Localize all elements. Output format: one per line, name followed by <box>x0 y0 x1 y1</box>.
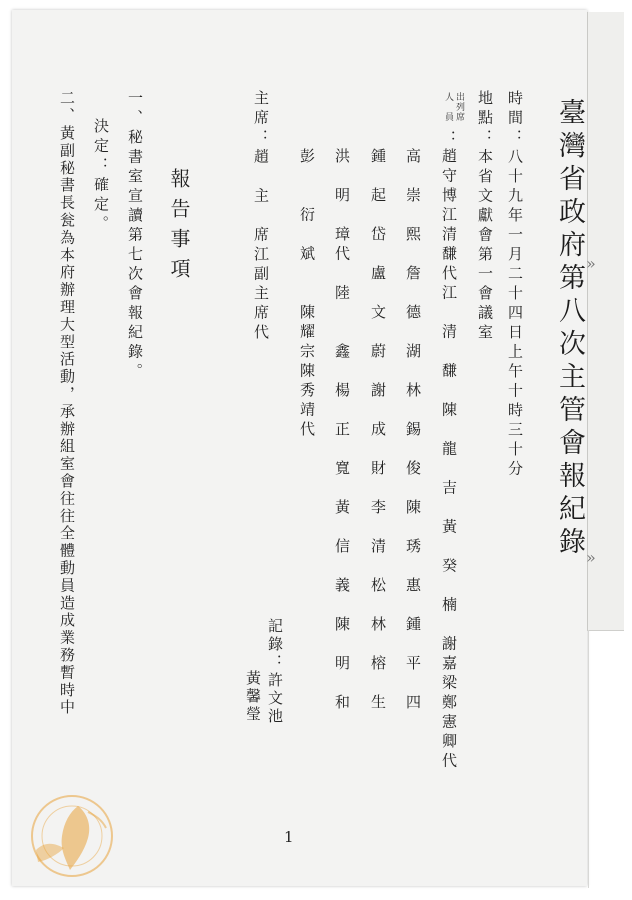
attendees-colon: ： <box>440 130 458 150</box>
section-heading: 報告事項 <box>167 168 191 288</box>
attendees-label-2: 人 員 <box>443 92 453 122</box>
chair: 主席：趙 主 席江副主席代 <box>252 90 270 344</box>
report-item-1-decision: 決定：確定。 <box>92 118 110 235</box>
recorder: 記錄：許文池 <box>266 618 284 726</box>
page-number: 1 <box>284 828 294 846</box>
folded-page-edge <box>587 12 624 631</box>
attendees-line-3: 鍾 起 岱 盧 文 蔚 謝 成 財 李 清 松 林 榕 生 <box>369 148 387 714</box>
report-item-1: 一、秘書室宣讀第七次會報紀錄。 <box>126 90 144 383</box>
binder-clip-icon: » <box>586 254 596 273</box>
document-title: 臺灣省政府第八次主管會報紀錄 <box>554 98 585 560</box>
meeting-place: 地點：本省文獻會第一會議室 <box>476 90 494 344</box>
document-page <box>12 10 587 886</box>
attendees-line-2: 高 崇 熙 詹 德 湖 林 錫 俊 陳 琇 惠 鍾 平 四 <box>404 148 422 714</box>
attendees-label-1: 出列席 <box>454 92 464 122</box>
attendees-line-5: 彭 衍 斌 陳耀宗陳秀靖代 <box>298 148 316 441</box>
attendees-line-4: 洪 明 璋代 陸 鑫 楊 正 寬 黃 信 義 陳 明 和 <box>333 148 351 714</box>
attendees-line-1: 趙守博江清馦代江 清 馦 陳 龍 吉 黃 癸 楠 謝嘉梁鄭憲卿代 <box>440 148 458 772</box>
recorder-2: 黃馨瑩 <box>244 670 262 724</box>
report-item-2: 二、黃副秘書長瓮為本府辦理大型活動，承辦組室會往往全體動員造成業務暫時中 <box>58 90 76 717</box>
page-edge-line <box>588 630 589 888</box>
taiwan-seal-icon <box>26 790 118 882</box>
meeting-time: 時間：八十九年一月二十四日上午十時三十分 <box>506 90 524 480</box>
binder-clip-icon: » <box>586 548 596 567</box>
